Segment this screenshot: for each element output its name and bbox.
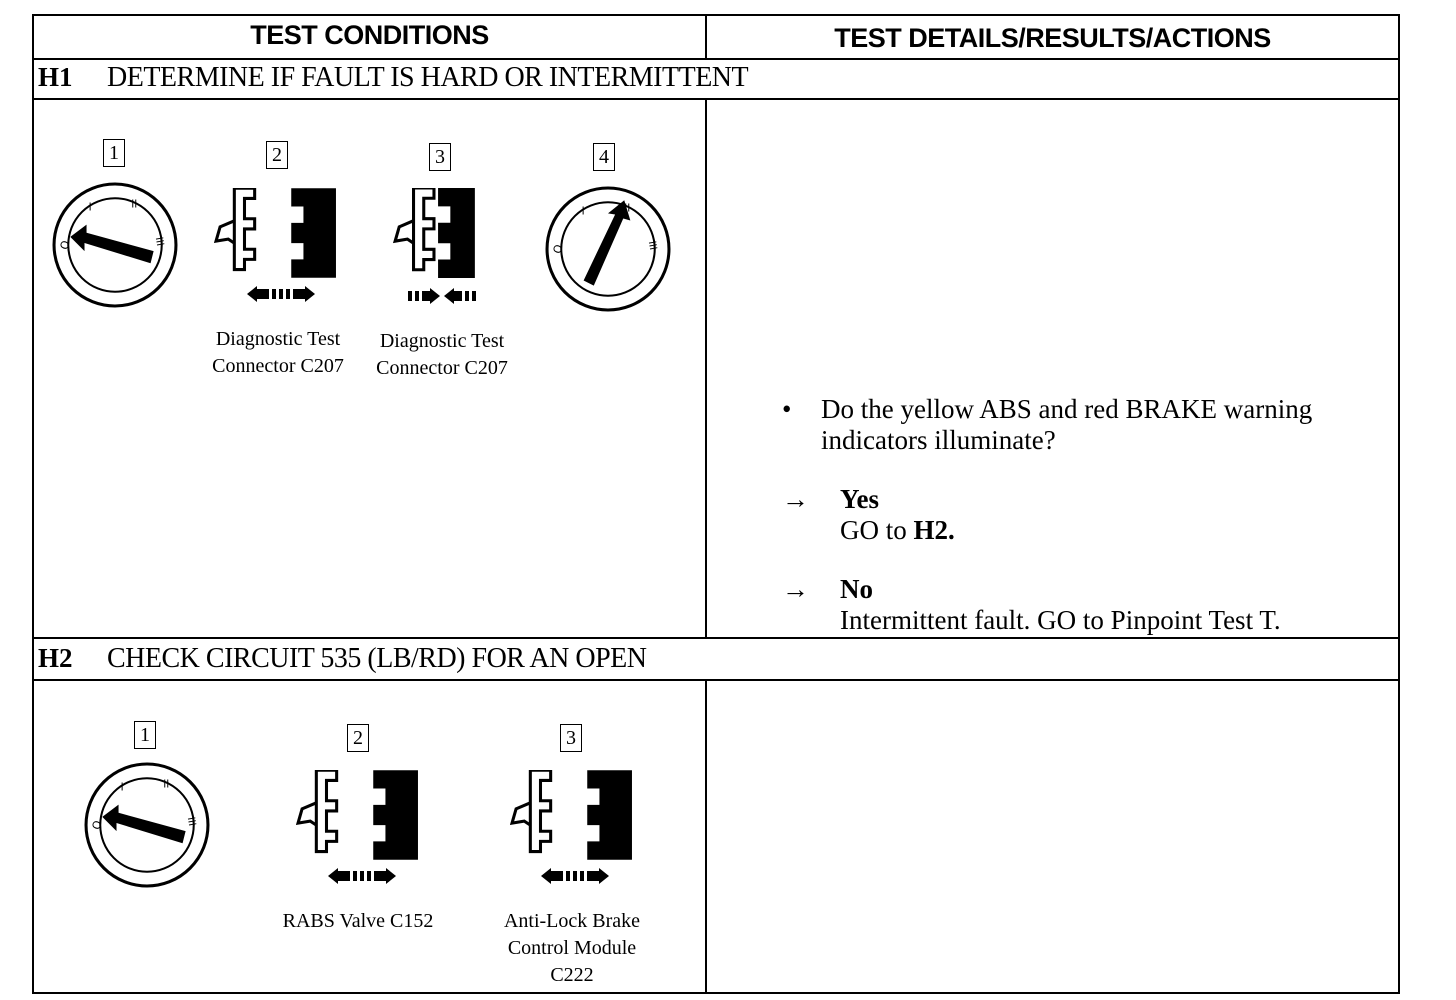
caption-line: Connector C207 (376, 357, 508, 379)
yes-result (840, 484, 955, 546)
ignition-key-off-icon (84, 762, 210, 888)
no-label: No (840, 574, 873, 604)
caption-line: Anti-Lock Brake (503, 910, 641, 932)
caption-line: RABS Valve C152 (282, 910, 434, 932)
caption-line: Control Module (507, 937, 637, 959)
table-right-border (1398, 14, 1400, 994)
connector-disconnect-icon (214, 188, 338, 280)
h2-title-bottom-border (32, 679, 1400, 681)
header-test-conditions: TEST CONDITIONS (250, 20, 489, 50)
question-line: indicators illuminate? (821, 425, 1056, 455)
column-divider-h2 (705, 679, 707, 994)
arrows-apart-icon (328, 868, 396, 884)
h1-step3-caption (360, 328, 524, 382)
h2-step-number-2: 2 (347, 724, 369, 752)
header-test-details: TEST DETAILS/RESULTS/ACTIONS (834, 23, 1271, 53)
h2-step3-caption (482, 908, 662, 989)
h2-step2-caption (258, 908, 458, 935)
no-action: Intermittent fault. GO to Pinpoint Test T. (840, 605, 1281, 635)
connector-disconnect-icon (296, 770, 420, 862)
h2-step-code: H2 (38, 643, 73, 673)
yes-action-target: H2. (913, 515, 955, 545)
no-result (840, 574, 1281, 636)
table-left-border (32, 14, 34, 994)
caption-line: Connector C207 (212, 355, 344, 377)
h1-question (821, 394, 1312, 456)
h1-step-number-2: 2 (266, 141, 288, 169)
h2-step-number-3: 3 (560, 724, 582, 752)
h2-step-number-1: 1 (134, 721, 156, 749)
table-top-border (32, 14, 1400, 16)
h1-step-number-1: 1 (103, 139, 125, 167)
no-arrow-icon: → (782, 574, 809, 604)
h2-title-top-border (32, 637, 1400, 639)
arrows-apart-icon (541, 868, 609, 884)
caption-line: C222 (550, 964, 594, 986)
arrows-apart-icon (247, 286, 315, 302)
h1-step2-caption (196, 326, 360, 380)
yes-label: Yes (840, 484, 879, 514)
yes-action-text: GO to (840, 515, 914, 545)
connector-disconnect-icon (510, 770, 634, 862)
h2-step-title: CHECK CIRCUIT 535 (LB/RD) FOR AN OPEN (107, 643, 647, 674)
h1-step-code: H1 (38, 62, 73, 92)
table-bottom-border (32, 992, 1400, 994)
h1-title-bottom-border (32, 98, 1400, 100)
header-bottom-border (32, 58, 1400, 60)
h1-step-number-4: 4 (593, 143, 615, 171)
h1-step-number-3: 3 (429, 143, 451, 171)
yes-arrow-icon: → (782, 484, 809, 514)
arrows-together-icon (408, 288, 476, 304)
ignition-key-run-icon (545, 186, 671, 312)
column-divider-h1 (705, 98, 707, 639)
connector-connect-icon (393, 188, 477, 280)
yes-action (840, 515, 955, 546)
ignition-key-off-icon (52, 182, 178, 308)
caption-line: Diagnostic Test (379, 330, 505, 352)
caption-line: Diagnostic Test (215, 328, 341, 350)
question-line: Do the yellow ABS and red BRAKE warning (821, 394, 1313, 424)
bullet: • (782, 394, 792, 424)
h1-step-title: DETERMINE IF FAULT IS HARD OR INTERMITTENT (107, 62, 749, 93)
